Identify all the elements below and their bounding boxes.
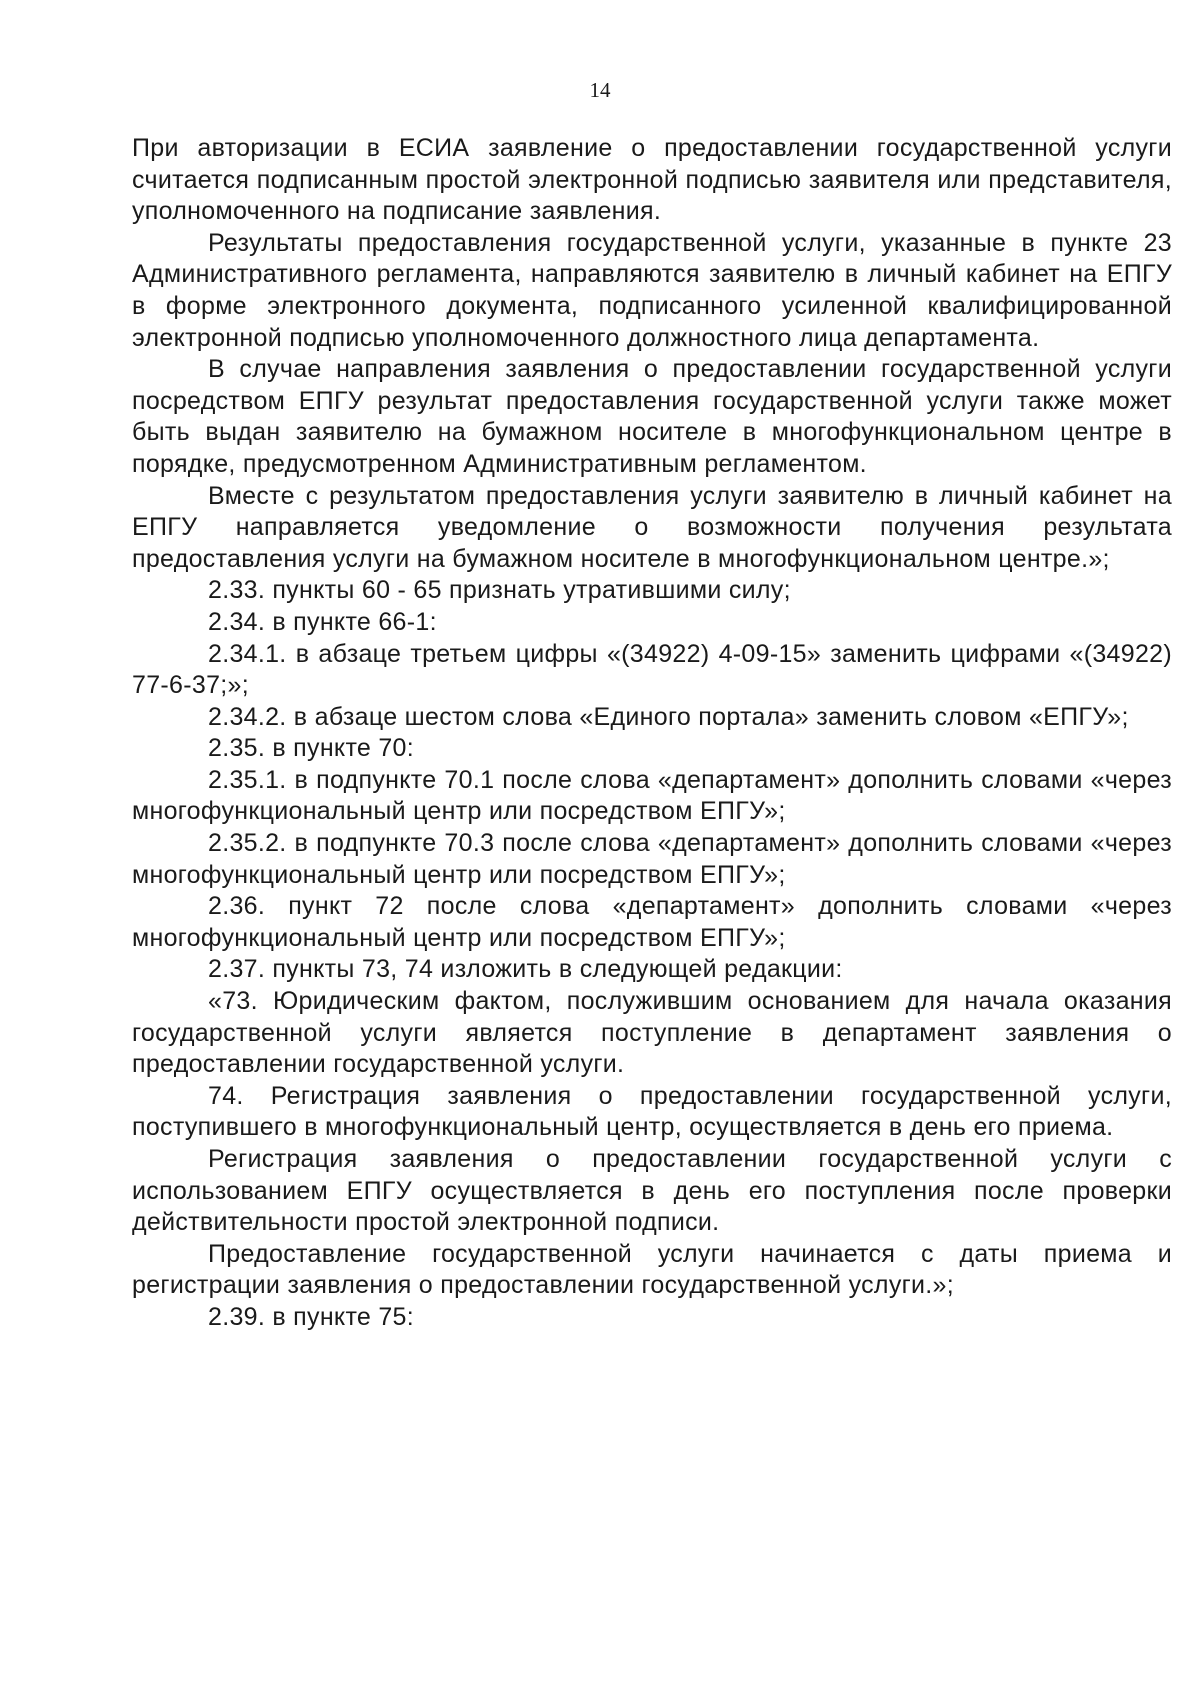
- paragraph-2-39: 2.39. в пункте 75:: [208, 1302, 415, 1331]
- paragraph-2-34-2: 2.34.2. в абзаце шестом слова «Единого портала» заменить словом «ЕПГУ»;: [208, 702, 1129, 731]
- paragraph-item-74: 74. Регистрация заявления о предоставлении государственной услуги, поступившего в многофункциональный центр, осуществляется в день его приема.: [132, 1081, 1172, 1142]
- paragraph-esia-signature: При авторизации в ЕСИА заявление о предоставлении государственной услуги считается подписанным простой электронной подписью заявителя или представителя, уполномоченного на подписание заявления.: [132, 134, 1172, 226]
- paragraph-2-36: 2.36. пункт 72 после слова «департамент» дополнить словами «через многофункциональный центр или посредством ЕПГУ»;: [132, 892, 1172, 952]
- paragraph-epgu-registration: Регистрация заявления о предоставлении государственной услуги с использованием ЕПГУ осуществляется в день его поступления после проверки действительности простой электронной подписи.: [132, 1145, 1172, 1237]
- page-number: 14: [589, 78, 611, 102]
- paragraph-paper-result: В случае направления заявления о предоставлении государственной услуги посредством ЕПГУ результат предоставления государственной услуги также может быть выдан заявителю на бумажном носителе в многофункциональном центре в порядке, предусмотренном Административным регламентом.: [132, 355, 1172, 478]
- paragraph-2-34: 2.34. в пункте 66-1:: [208, 607, 437, 636]
- paragraph-results-delivery: Результаты предоставления государственной услуги, указанные в пункте 23 Административного регламента, направляются заявителю в личный кабинет на ЕПГУ в форме электронного документа, подписанного усиленной квалифицированной электронной подписью уполномоченного должностного лица департамента.: [132, 228, 1172, 352]
- paragraph-2-33: 2.33. пункты 60 - 65 признать утратившими силу;: [208, 576, 791, 605]
- paragraph-2-37: 2.37. пункты 73, 74 изложить в следующей редакции:: [208, 955, 843, 984]
- paragraph-service-start: Предоставление государственной услуги начинается с даты приема и регистрации заявления о предоставлении государственной услуги.»;: [132, 1239, 1172, 1300]
- paragraph-2-35-1: 2.35.1. в подпункте 70.1 после слова «департамент» дополнить словами «через многофункциональный центр или посредством ЕПГУ»;: [132, 765, 1172, 826]
- paragraph-2-35-2: 2.35.2. в подпункте 70.3 после слова «департамент» дополнить словами «через многофункциональный центр или посредством ЕПГУ»;: [132, 829, 1172, 889]
- paragraph-2-34-1: 2.34.1. в абзаце третьем цифры «(34922) 4-09-15» заменить цифрами «(34922) 77-6-37;»;: [132, 639, 1172, 700]
- paragraph-item-73: «73. Юридическим фактом, послужившим основанием для начала оказания государственной услуги является поступление в департамент заявления о предоставлении государственной услуги.: [132, 987, 1172, 1079]
- document-body: [132, 133, 1172, 1334]
- paragraph-2-35: 2.35. в пункте 70:: [208, 734, 415, 763]
- paragraph-notification: Вместе с результатом предоставления услуги заявителю в личный кабинет на ЕПГУ направляется уведомление о возможности получения результата предоставления услуги на бумажном носителе в многофункциональном центре.»;: [132, 481, 1172, 573]
